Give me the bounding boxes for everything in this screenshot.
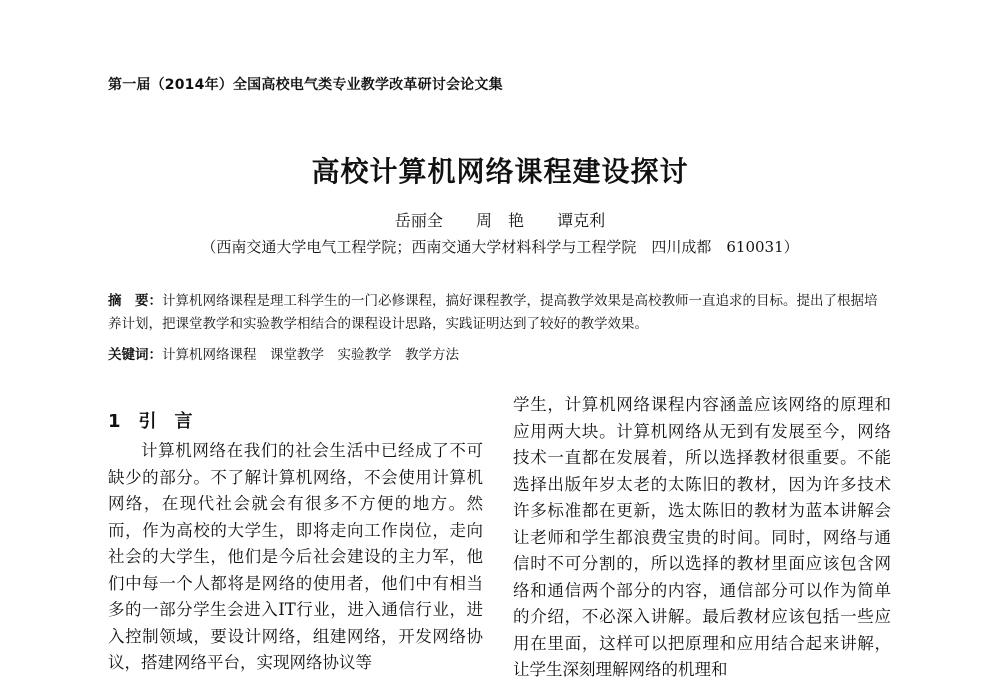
section-title: 引 言 [138, 411, 193, 432]
abstract-text: 计算机网络课程是理工科学生的一门必修课程，搞好课程教学，提高教学效果是高校教师一直追求的目标。提出了根据培养计划，把课堂教学和实验教学相结合的课程设计思路，实践证明达到了较好的教学效果。 [108, 293, 878, 332]
abstract [108, 290, 888, 336]
author-name: 谭克利 [557, 211, 606, 230]
section-heading [108, 408, 483, 436]
right-column [513, 392, 891, 678]
abstract-label: 摘 要： [108, 293, 162, 309]
keywords [108, 344, 888, 366]
author-list [0, 208, 1000, 231]
affiliation: （西南交通大学电气工程学院；西南交通大学材料科学与工程学院 四川成都 610031） [201, 238, 799, 256]
keywords-text: 计算机网络课程 课堂教学 实验教学 教学方法 [162, 347, 459, 363]
section-body-right: 学生，计算机网络课程内容涵盖应该网络的原理和应用两大块。计算机网络从无到有发展至今，网络技术一直都在发展着，所以选择教材很重要。不能选择出版年岁太老的太陈旧的教材，因为许多技术许多标准都在更新，选太陈旧的教材为蓝本讲解会让老师和学生都浪费宝贵的时间。同时，网络与通信时不可分割的，所以选择的教材里面应该包含网络和通信两个部分的内容，通信部分可以作为简单的介绍，不必深入讲解。最后教材应该包括一些应用在里面，这样可以把原理和应用结合起来讲解，让学生深刻理解网络的机理和 [513, 395, 891, 678]
section-number: 1 [108, 411, 121, 432]
keywords-label: 关键词： [108, 347, 162, 363]
author-name: 周 艳 [475, 211, 524, 230]
paper-title: 高校计算机网络课程建设探讨 [311, 155, 689, 188]
left-column [108, 408, 483, 677]
section-body-left: 计算机网络在我们的社会生活中已经成了不可缺少的部分。不了解计算机网络，不会使用计算机网络，在现代社会就会有很多不方便的地方。然而，作为高校的大学生，即将走向工作岗位，走向社会的大学生，他们是今后社会建设的主力军，他们中每一个人都将是网络的使用者，他们中有相当多的一部分学生会进入IT行业，进入通信行业，进入控制领域，要设计网络，组建网络，开发网络协议，搭建网络平台，实现网络协议等 [108, 441, 483, 672]
author-name: 岳丽全 [394, 211, 443, 230]
proceedings-header: 第一届（2014年）全国高校电气类专业教学改革研讨会论文集 [108, 77, 503, 93]
